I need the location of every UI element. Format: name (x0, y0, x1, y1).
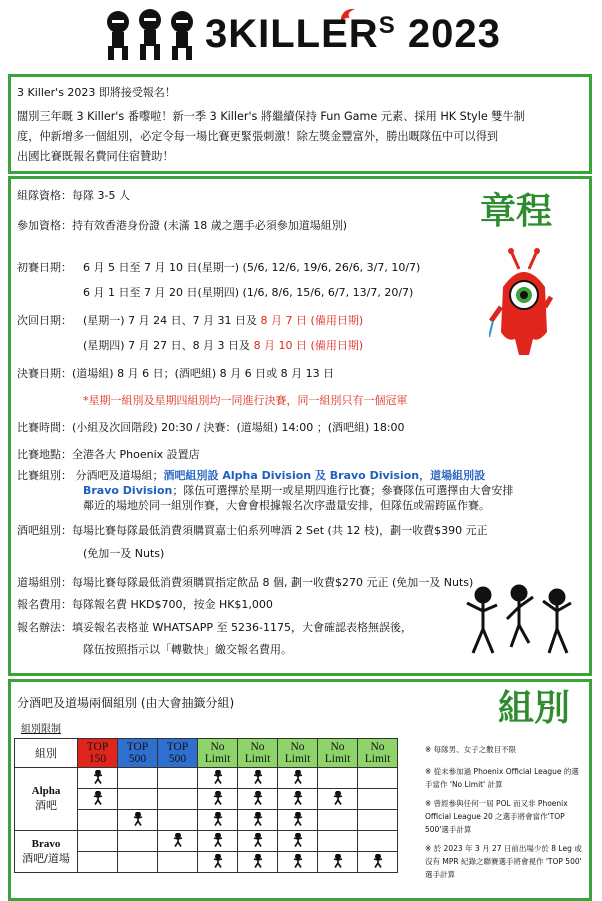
table-header-col (78, 739, 118, 768)
dojo-line: 道場組別：每場比賽每隊最低消費須購買指定飲品 8 個, 劃一收費$270 元正 (免加一及 Nuts) (17, 576, 474, 589)
final-date: 決賽日期：(道場組) 8 月 6 日；(酒吧組) 8 月 6 日或 8 月 13 日 (17, 367, 335, 380)
intro-line1: 3 Killer's 2023 即將接受報名！ (17, 86, 176, 99)
prelim-line2: 6 月 1 日至 7 月 20 日(星期四) (1/6, 8/6, 15/6, 6/7, 13/7, 20/7) (83, 286, 414, 299)
rules-team: 組隊資格：每隊 3-5 人 (17, 189, 130, 202)
group-limit-table (14, 738, 398, 873)
method-line1: 報名辦法：填妥報名表格並 WHATSAPP 至 5236-1175，大會確認表格無誤後， (17, 621, 412, 634)
player-slot-icon (318, 852, 358, 873)
second-label: 次回日期： (17, 314, 72, 327)
logo-title-year: 2023 (407, 12, 501, 56)
player-slot-icon (198, 852, 238, 873)
intro-para2: 度，仲新增多一個組別，必定令每一場比賽更緊張刺激！除左獎金豐富外，勝出嘅隊伍中可以得到 (17, 130, 499, 143)
prelim-label: 初賽日期： (17, 261, 72, 274)
groups-subtitle: 分酒吧及道場兩個組別 (由大會抽籤分組) (17, 696, 235, 710)
groups-line3: 鄰近的場地於同一組別作賽，大會會根據報名次序盡量安排，但隊伍或需跨區作賽。 (83, 499, 490, 512)
player-slot-icon (118, 810, 158, 831)
empty-slot (158, 810, 198, 831)
player-slot-icon (198, 789, 238, 810)
player-slot-icon (318, 789, 358, 810)
bar-line1: 酒吧組別：每場比賽每隊最低消費須購買嘉士伯系列啤酒 2 Set (共 12 枝)，劃一收費$390 元正 (17, 524, 488, 537)
note-3: ※ 曾經參與任何一屆 POL 而又非 Phoenix Official League 20 之選手將會當作'TOP 500'選手計算 (425, 799, 568, 834)
groups-line2: Bravo Division；隊伍可選擇於星期一或星期四進行比賽；參賽隊伍可選擇由大會安排 (83, 484, 514, 497)
note-2: ※ 從未參加過 Phoenix Official League 的選手當作 'No Limit' 計算 (425, 767, 579, 789)
col-label-line1: TOP (126, 741, 149, 753)
group-type: 酒吧/道場 (22, 851, 70, 865)
bar-line2: (免加一及 Nuts) (83, 547, 165, 560)
player-slot-icon (278, 810, 318, 831)
player-slot-icon (278, 831, 318, 852)
table-header-col (318, 739, 358, 768)
monster-mascot-icon (489, 247, 559, 367)
empty-slot (358, 810, 398, 831)
col-label-line2: 500 (128, 753, 147, 765)
logo-title-s: S (378, 12, 396, 39)
limit-label: 組別限制 (21, 724, 61, 735)
player-slot-icon (238, 831, 278, 852)
method-line2: 隊伍按照指示以「轉數快」繳交報名費用。 (83, 643, 292, 656)
player-slot-icon (278, 852, 318, 873)
empty-slot (78, 810, 118, 831)
empty-slot (78, 831, 118, 852)
empty-slot (118, 831, 158, 852)
group-name: Alpha (31, 785, 61, 797)
col-label-line2: Limit (244, 753, 271, 765)
table-header-col (118, 739, 158, 768)
header (0, 0, 602, 70)
note-1: ※ 每隊男、女子之數目不限 (425, 745, 517, 754)
player-slot-icon (78, 768, 118, 789)
intro-box (8, 74, 592, 174)
empty-slot (158, 768, 198, 789)
second-line1: (星期一) 7 月 24 日、7 月 31 日及 8 月 7 日 (備用日期) (83, 314, 364, 327)
player-slot-icon (278, 768, 318, 789)
col-label-line1: No (290, 741, 305, 753)
player-slot-icon (198, 831, 238, 852)
intro-para1: 闊別三年嘅 3 Killer's 番嚟啦！新一季 3 Killer's 將繼續保持 Fun Game 元素、採用 HK Style 雙牛制 (17, 110, 525, 123)
player-slot-icon (198, 810, 238, 831)
group-type: 酒吧 (35, 799, 57, 812)
empty-slot (158, 852, 198, 873)
table-header-row (15, 739, 398, 768)
groups-heading: 組別 (498, 688, 571, 729)
intro-para3: 出國比賽既報名費同住宿贊助！ (17, 150, 174, 163)
group-name: Bravo (31, 837, 61, 850)
player-slot-icon (238, 852, 278, 873)
col-label-line2: 150 (88, 753, 107, 765)
col-label-line1: No (370, 741, 385, 753)
player-slot-icon (278, 789, 318, 810)
table-header-col (278, 739, 318, 768)
col-label-line2: Limit (284, 753, 311, 765)
col-label-line2: Limit (364, 753, 391, 765)
player-slot-icon (238, 768, 278, 789)
empty-slot (158, 789, 198, 810)
col-label-line1: No (330, 741, 345, 753)
rules-eligibility: 參加資格：持有效香港身份證 (未滿 18 歲之選手必須參加道場組別) (17, 219, 348, 232)
empty-slot (118, 852, 158, 873)
empty-slot (118, 768, 158, 789)
table-header-group: 組別 (15, 739, 78, 768)
player-slot-icon (198, 768, 238, 789)
table-header-col (158, 739, 198, 768)
empty-slot (358, 768, 398, 789)
alpha-bar-label (15, 768, 78, 831)
note-4: ※ 於 2023 年 3 月 27 日前出場少於 8 Leg 或沒有 MPR 紀錄之聯賽選手將會視作 'TOP 500' 選手計算 (425, 844, 582, 879)
player-slot-icon (358, 852, 398, 873)
player-slot-icon (158, 831, 198, 852)
rules-box (8, 176, 592, 676)
empty-slot (318, 768, 358, 789)
table-header-col (238, 739, 278, 768)
table-row (15, 831, 398, 852)
table-row (15, 768, 398, 789)
second-line2: (星期四) 7 月 27 日、8 月 3 日及 8 月 10 日 (備用日期) (83, 339, 364, 352)
prelim-line1: 6 月 5 日至 7 月 10 日(星期一) (5/6, 12/6, 19/6, 26/6, 3/7, 10/7) (83, 261, 421, 274)
table-header-col (358, 739, 398, 768)
player-slot-icon (238, 810, 278, 831)
empty-slot (358, 831, 398, 852)
dancing-stickmen-icon (463, 583, 578, 663)
col-label-line1: No (250, 741, 265, 753)
final-note: *星期一組別及星期四組別均一同進行決賽，同一組別只有一個冠軍 (83, 394, 408, 407)
player-slot-icon (238, 789, 278, 810)
col-label-line2: 500 (168, 753, 187, 765)
col-label-line1: TOP (166, 741, 189, 753)
venue: 比賽地點：全港各大 Phoenix 設置店 (17, 448, 200, 461)
empty-slot (318, 810, 358, 831)
player-slot-icon (78, 789, 118, 810)
fee-line: 報名費用：每隊報名費 HKD$700，按金 HK$1,000 (17, 598, 273, 611)
col-label-line1: TOP (86, 741, 109, 753)
empty-slot (118, 789, 158, 810)
stickman-logo-icon (100, 8, 200, 62)
logo-title: $3KILLER^S$ 2023 (205, 12, 501, 56)
col-label-line1: No (210, 741, 225, 753)
table-header-col (198, 739, 238, 768)
empty-slot (78, 852, 118, 873)
match-time: 比賽時間：(小組及次回階段) 20:30 / 決賽：(道場組) 14:00 ；(酒吧組) 18:00 (17, 421, 405, 434)
col-label-line2: Limit (324, 753, 351, 765)
bravo-label (15, 831, 78, 873)
empty-slot (358, 789, 398, 810)
empty-slot (318, 831, 358, 852)
rules-heading: 章程 (480, 191, 553, 232)
col-label-line2: Limit (204, 753, 231, 765)
groups-line1: 比賽組別： 分酒吧及道場組；酒吧組別設 Alpha Division 及 Bravo Division，道場組別設 (17, 469, 486, 482)
